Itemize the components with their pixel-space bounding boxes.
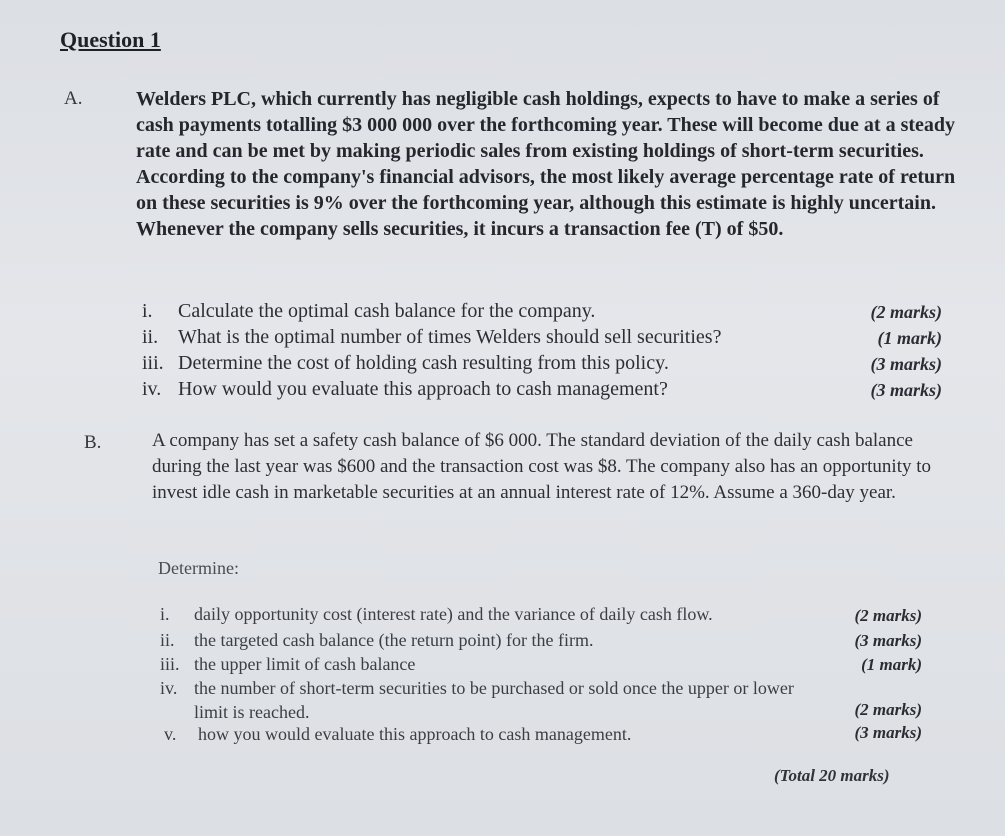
question-text: the upper limit of cash balance (194, 654, 416, 674)
question-number: i. (142, 300, 153, 322)
section-a-question-1 (142, 300, 822, 323)
section-b-marks-4: (2 marks) (854, 700, 922, 719)
section-b-paragraph: A company has set a safety cash balance of $6 000. The standard deviation of the daily cash balance during the last year was $600 and the transaction cost was $8. The company also has an opportunity to invest idle cash in marketable securities at an annual interest rate of 12%. Assume a 360-day year. (152, 430, 931, 503)
section-b-marks-5: (3 marks) (854, 723, 922, 742)
section-a-marks-2: (1 mark) (877, 328, 942, 348)
section-a-marks-3: (3 marks) (870, 354, 942, 374)
section-b-question-4-cont (194, 702, 594, 723)
question-text-continued: limit is reached. (194, 702, 310, 722)
section-b-marks-1: (2 marks) (854, 606, 922, 625)
question-text: Determine the cost of holding cash resulting from this policy. (178, 352, 669, 374)
section-a-paragraph: Welders PLC, which currently has negligible cash holdings, expects to have to make a series of cash payments totalling $3 000 000 over the forthcoming year. These will become due at a steady rate and can be met by making periodic sales from existing holdings of short-term securities. According to the company's financial advisors, the most likely average percentage rate of return on these securities is 9% over the forthcoming year, although this estimate is highly uncertain. Whenever the company sells securities, it incurs a transaction fee (T) of $50. (136, 88, 956, 240)
section-a-question-3 (142, 352, 822, 375)
question-text: What is the optimal number of times Welders should sell securities? (178, 326, 722, 348)
total-marks: (Total 20 marks) (774, 766, 890, 785)
question-number: i. (160, 604, 170, 624)
question-number: ii. (142, 326, 159, 348)
question-number: v. (164, 724, 177, 744)
question-number: ii. (160, 630, 175, 650)
question-title: Question 1 (60, 27, 161, 52)
question-number: iv. (142, 378, 162, 400)
section-b-question-1 (160, 604, 810, 625)
question-number: iv. (160, 678, 178, 698)
question-text: How would you evaluate this approach to cash management? (178, 378, 668, 400)
section-b-marks-3: (1 mark) (861, 655, 922, 674)
section-a-marks-1: (2 marks) (870, 302, 942, 322)
question-text: the number of short-term securities to be purchased or sold once the upper or lower (194, 678, 794, 698)
question-number: iii. (160, 654, 180, 674)
section-a-question-4 (142, 378, 822, 401)
section-b-question-3 (160, 654, 810, 675)
question-text: daily opportunity cost (interest rate) and the variance of daily cash flow. (194, 604, 713, 624)
section-b-marks-2: (3 marks) (854, 631, 922, 650)
determine-label: Determine: (158, 558, 239, 578)
section-b-letter: B. (84, 432, 102, 453)
section-b-question-2 (160, 630, 810, 651)
question-text: the targeted cash balance (the return point) for the firm. (194, 630, 594, 650)
question-text: Calculate the optimal cash balance for the company. (178, 300, 596, 322)
question-text: how you would evaluate this approach to cash management. (198, 724, 632, 744)
section-a-marks-4: (3 marks) (870, 380, 942, 400)
section-b-question-4 (160, 678, 920, 699)
section-a-question-2 (142, 326, 822, 349)
question-number: iii. (142, 352, 164, 374)
section-a-letter: A. (64, 88, 83, 109)
section-b-question-5 (164, 724, 814, 745)
